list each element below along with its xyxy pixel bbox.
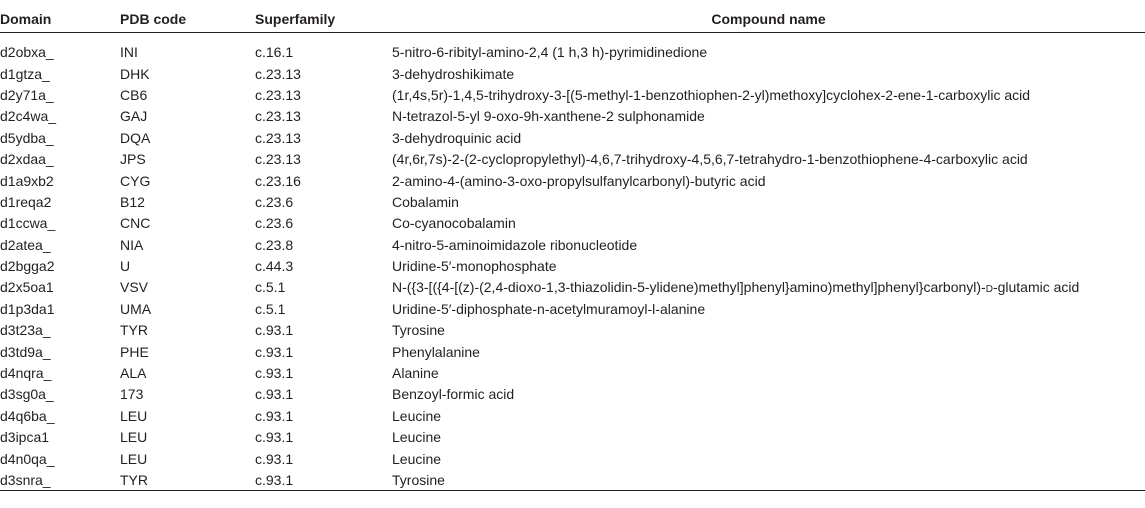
- cell-compound: Tyrosine: [392, 322, 445, 339]
- cell-pdb: INI: [120, 44, 138, 61]
- cell-domain: d2c4wa_: [0, 108, 57, 125]
- cell-superfamily: c.5.1: [255, 300, 286, 317]
- cell-compound: Leucine: [392, 429, 442, 446]
- cell-pdb: CNC: [120, 215, 151, 232]
- cell-domain: d5ydba_: [0, 129, 54, 146]
- table-row: [0, 405, 1145, 426]
- cell-compound: (1r,4s,5r)-1,4,5-trihydroxy-3-[(5-methyl-1-benzothiophen-2-yl)methoxy]cyclohex-2-ene-1-carboxylic acid: [392, 86, 1031, 103]
- table-row: [0, 106, 1145, 127]
- cell-domain: d3ipca1: [0, 429, 50, 446]
- cell-pdb: CB6: [120, 86, 148, 103]
- table-row: [0, 255, 1145, 276]
- cell-domain: d3t23a_: [0, 322, 51, 339]
- cell-superfamily: c.93.1: [255, 407, 294, 424]
- table-spacer: [0, 32, 1145, 42]
- cell-superfamily: c.93.1: [255, 429, 294, 446]
- cell-domain: d3snra_: [0, 469, 120, 490]
- cell-superfamily: c.23.16: [255, 172, 301, 189]
- cell-pdb: UMA: [120, 300, 152, 317]
- cell-domain: d2bgga2: [0, 258, 55, 275]
- cell-domain: d3td9a_: [0, 343, 51, 360]
- cell-pdb: CYG: [120, 172, 151, 189]
- header-pdb-code: PDB code: [120, 6, 255, 32]
- cell-superfamily: c.23.13: [255, 108, 301, 125]
- cell-pdb: ALA: [120, 365, 147, 382]
- table-row: [0, 469, 1145, 490]
- cell-pdb: DQA: [120, 129, 151, 146]
- cell-superfamily: c.44.3: [255, 258, 294, 275]
- cell-superfamily: c.23.13: [255, 65, 301, 82]
- table-row: [0, 298, 1145, 319]
- table-row: [0, 362, 1145, 383]
- table-row: [0, 170, 1145, 191]
- cell-pdb: LEU: [120, 429, 148, 446]
- compound-suffix: -glutamic acid: [992, 279, 1080, 296]
- table-row: [0, 384, 1145, 405]
- cell-compound: Uridine-5′-diphosphate-n-acetylmuramoyl-l-alanine: [392, 300, 706, 317]
- table-row: [0, 448, 1145, 469]
- compound-smallcaps: D: [985, 284, 993, 296]
- cell-domain: d4q6ba_: [0, 407, 55, 424]
- cell-compound: 4-nitro-5-aminoimidazole ribonucleotide: [392, 236, 638, 253]
- cell-compound: 3-dehydroshikimate: [392, 65, 515, 82]
- cell-compound: [392, 277, 1145, 298]
- cell-compound: 2-amino-4-(amino-3-oxo-propylsulfanylcarbonyl)-butyric acid: [392, 172, 766, 189]
- cell-pdb: LEU: [120, 450, 148, 467]
- cell-domain: d2atea_: [0, 236, 51, 253]
- cell-domain: d1reqa2: [0, 193, 52, 210]
- cell-compound: Phenylalanine: [392, 343, 480, 360]
- cell-compound: N-tetrazol-5-yl 9-oxo-9h-xanthene-2 sulphonamide: [392, 108, 705, 125]
- cell-superfamily: c.5.1: [255, 279, 286, 296]
- table-row: [0, 63, 1145, 84]
- cell-domain: d2x5oa1: [0, 279, 54, 296]
- cell-pdb: NIA: [120, 236, 144, 253]
- compound-text: N-({3-[({4-[(z)-(2,4-dioxo-1,3-thiazolidin-5-ylidene)methyl]phenyl}amino)methyl]phenyl}carbonyl)-: [392, 279, 986, 296]
- cell-domain: d2xdaa_: [0, 151, 54, 168]
- table-row: [0, 341, 1145, 362]
- cell-domain: d2obxa_: [0, 44, 54, 61]
- cell-pdb: JPS: [120, 151, 146, 168]
- cell-superfamily: c.93.1: [255, 469, 392, 490]
- cell-superfamily: c.23.6: [255, 193, 294, 210]
- cell-pdb: B12: [120, 193, 145, 210]
- cell-superfamily: c.23.13: [255, 151, 301, 168]
- cell-pdb: LEU: [120, 407, 148, 424]
- cell-compound: 5-nitro-6-ribityl-amino-2,4 (1 h,3 h)-pyrimidinedione: [392, 44, 708, 61]
- cell-compound: 3-dehydroquinic acid: [392, 129, 522, 146]
- table-row: [0, 427, 1145, 448]
- cell-compound: Uridine-5′-monophosphate: [392, 258, 557, 275]
- cell-compound: Alanine: [392, 365, 439, 382]
- cell-domain: d1ccwa_: [0, 215, 56, 232]
- cell-pdb: GAJ: [120, 108, 148, 125]
- cell-superfamily: c.93.1: [255, 343, 294, 360]
- cell-pdb: TYR: [120, 469, 255, 490]
- cell-compound: Tyrosine: [392, 469, 1145, 490]
- cell-pdb: 173: [120, 386, 144, 403]
- cell-pdb: U: [120, 258, 131, 275]
- cell-superfamily: c.93.1: [255, 322, 294, 339]
- cell-superfamily: c.23.13: [255, 86, 301, 103]
- table-row: [0, 191, 1145, 212]
- header-compound-name: Compound name: [392, 6, 1145, 32]
- cell-superfamily: c.93.1: [255, 450, 294, 467]
- cell-superfamily: c.23.6: [255, 215, 294, 232]
- cell-pdb: PHE: [120, 343, 149, 360]
- cell-superfamily: c.93.1: [255, 365, 294, 382]
- cell-domain: d3sg0a_: [0, 386, 54, 403]
- cell-compound: Benzoyl-formic acid: [392, 386, 515, 403]
- table-row: [0, 127, 1145, 148]
- cell-superfamily: c.16.1: [255, 44, 294, 61]
- cell-compound: Cobalamin: [392, 193, 459, 210]
- cell-compound: Co-cyanocobalamin: [392, 215, 516, 232]
- cell-domain: d1gtza_: [0, 65, 50, 82]
- cell-superfamily: c.23.8: [255, 236, 294, 253]
- table-row: [0, 277, 1145, 298]
- cell-pdb: VSV: [120, 279, 149, 296]
- table-row: [0, 320, 1145, 341]
- cell-superfamily: c.23.13: [255, 129, 301, 146]
- cell-domain: d4n0qa_: [0, 450, 55, 467]
- cell-domain: d2y71a_: [0, 86, 54, 103]
- table-row: [0, 42, 1145, 63]
- cell-compound: (4r,6r,7s)-2-(2-cyclopropylethyl)-4,6,7-trihydroxy-4,5,6,7-tetrahydro-1-benzothiophene-4-carboxylic acid: [392, 151, 1028, 168]
- cell-domain: d1p3da1: [0, 300, 55, 317]
- cell-pdb: DHK: [120, 65, 150, 82]
- cell-domain: d4nqra_: [0, 365, 52, 382]
- cell-compound: Leucine: [392, 450, 442, 467]
- table-header-row: [0, 6, 1145, 32]
- table-row: [0, 84, 1145, 105]
- table-row: [0, 234, 1145, 255]
- header-superfamily: Superfamily: [255, 6, 392, 32]
- compound-table: [0, 6, 1145, 491]
- cell-superfamily: c.93.1: [255, 386, 294, 403]
- cell-domain: d1a9xb2: [0, 172, 54, 189]
- cell-compound: Leucine: [392, 407, 442, 424]
- header-domain: Domain: [0, 6, 120, 32]
- table-row: [0, 148, 1145, 169]
- cell-pdb: TYR: [120, 322, 148, 339]
- table-row: [0, 213, 1145, 234]
